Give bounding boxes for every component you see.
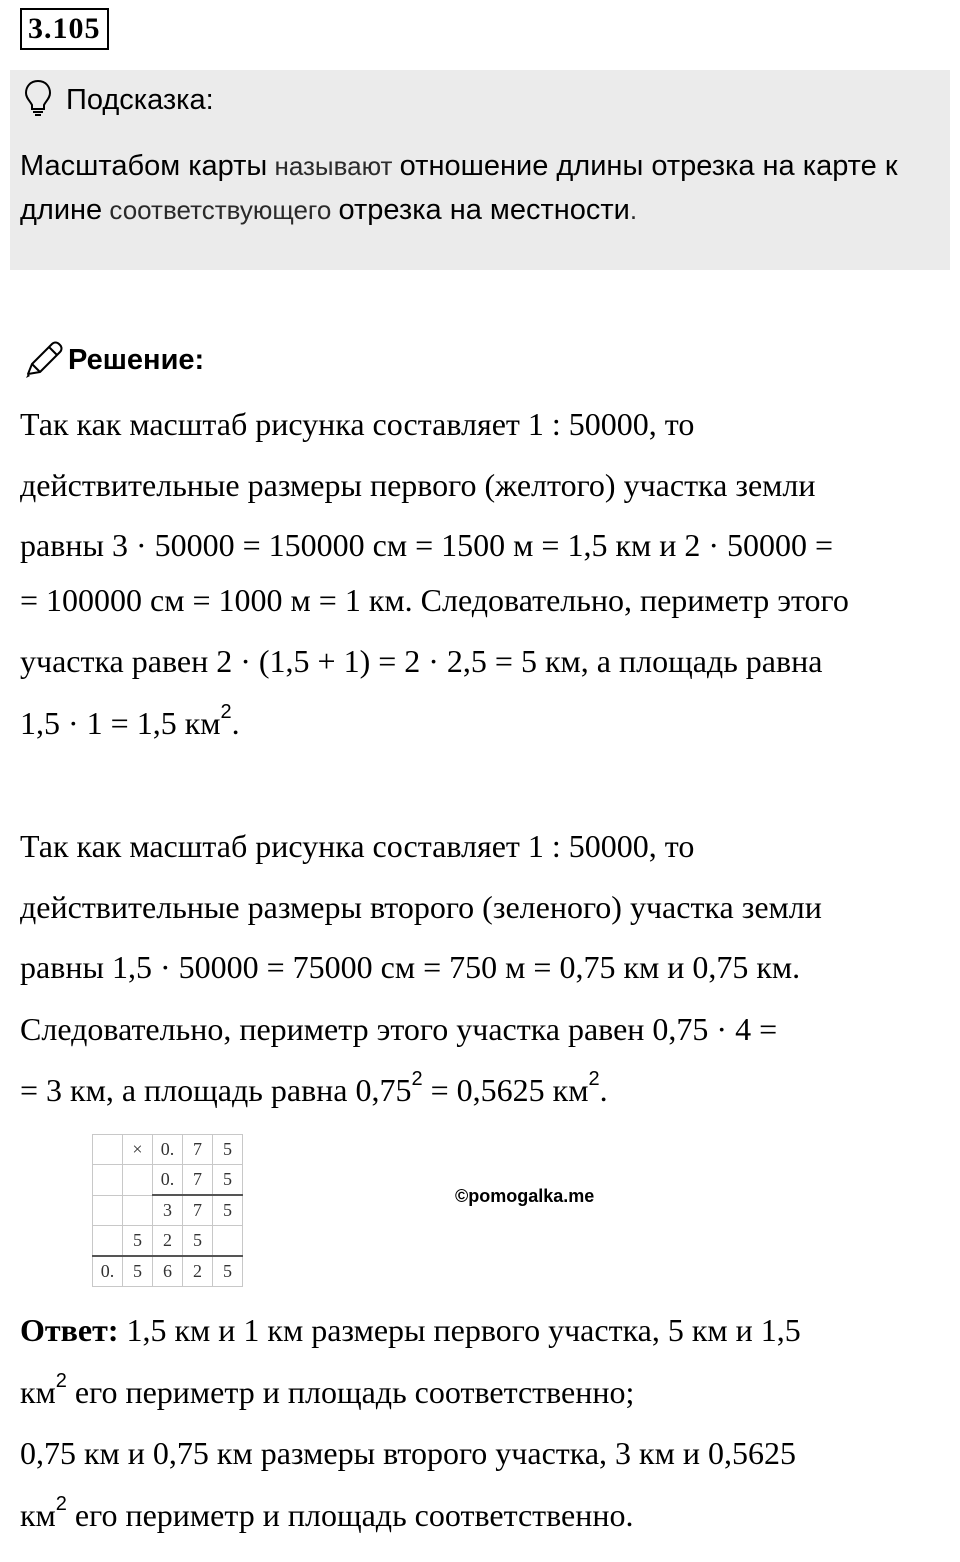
solution-line: равны 1,5 · 50000 = 75000 см = 750 м = 0,75 км и 0,75 км. xyxy=(20,949,801,985)
answer-line: $км^2$ его периметр и площадь соответственно. xyxy=(20,1493,634,1533)
solution-line: равны 3 · 50000 = 150000 см = 1500 м = 1,5 км и 2 · 50000 = xyxy=(20,527,834,563)
calc-cell xyxy=(93,1226,123,1257)
calc-cell: 5 xyxy=(183,1226,213,1257)
calc-cell: 2 xyxy=(153,1226,183,1257)
answer-line: 0,75 км и 0,75 км размеры второго участка, 3 км и 0,5625 xyxy=(20,1435,796,1471)
solution-line: действительные размеры второго (зеленого) участка земли xyxy=(20,889,822,925)
calc-cell: 7 xyxy=(183,1195,213,1226)
solution-line: участка равен 2 · (1,5 + 1) = 2 · 2,5 = 5 км, а площадь равна xyxy=(20,643,823,679)
answer-line: Ответ: 1,5 км и 1 км размеры первого участка, 5 км и 1,5 xyxy=(20,1312,801,1348)
calc-cell xyxy=(123,1195,153,1226)
calc-cell: 7 xyxy=(183,1165,213,1196)
calc-cell: 5 xyxy=(213,1195,243,1226)
calc-cell xyxy=(213,1226,243,1257)
calc-cell: 0. xyxy=(153,1165,183,1196)
solution-line: = 100000 см = 1000 м = 1 км. Следовательно, периметр этого xyxy=(20,582,849,618)
solution-line: Так как масштаб рисунка составляет 1 : 50000, то xyxy=(20,406,695,442)
calc-cell: 6 xyxy=(153,1256,183,1287)
calc-cell: 5 xyxy=(123,1226,153,1257)
calc-cell: 5 xyxy=(123,1256,153,1287)
solution-line: Так как масштаб рисунка составляет 1 : 50000, то xyxy=(20,828,695,864)
lightbulb-icon xyxy=(22,78,54,118)
solution-line: Следовательно, периметр этого участка равен 0,75 · 4 = xyxy=(20,1011,778,1047)
hint-title: Подсказка: xyxy=(66,84,214,116)
calc-cell: 7 xyxy=(183,1135,213,1165)
problem-number: 3.105 xyxy=(20,8,109,50)
calc-cell: 2 xyxy=(183,1256,213,1287)
watermark: ©pomogalka.me xyxy=(455,1186,595,1206)
calc-cell: × xyxy=(123,1135,153,1165)
calc-cell: 5 xyxy=(213,1165,243,1196)
calc-cell: 0. xyxy=(93,1256,123,1287)
calc-cell: 3 xyxy=(153,1195,183,1226)
answer-line: $км^2$ его периметр и площадь соответственно; xyxy=(20,1370,635,1410)
answer-label: Ответ: xyxy=(20,1312,119,1348)
calc-cell: 5 xyxy=(213,1135,243,1165)
calc-cell xyxy=(93,1135,123,1165)
solution-line: 1,5 · 1 = 1,5 $км^2$. xyxy=(20,701,240,741)
calc-cell: 0. xyxy=(153,1135,183,1165)
calc-cell xyxy=(93,1165,123,1196)
solution-line: = 3 км, а площадь равна $0,75^2 = 0,5625$ $км^2$. xyxy=(20,1068,608,1108)
calc-cell xyxy=(93,1195,123,1226)
solution-title: Решение: xyxy=(68,344,205,376)
multiplication-table xyxy=(92,1134,243,1287)
solution-line: действительные размеры первого (желтого) участка земли xyxy=(20,467,816,503)
pencil-icon xyxy=(22,340,64,380)
calc-cell: 5 xyxy=(213,1256,243,1287)
hint-text: Масштабом карты называют отношение длины отрезка на карте к длине соответствующего отрезка на местности. xyxy=(20,150,898,226)
calc-cell xyxy=(123,1165,153,1196)
